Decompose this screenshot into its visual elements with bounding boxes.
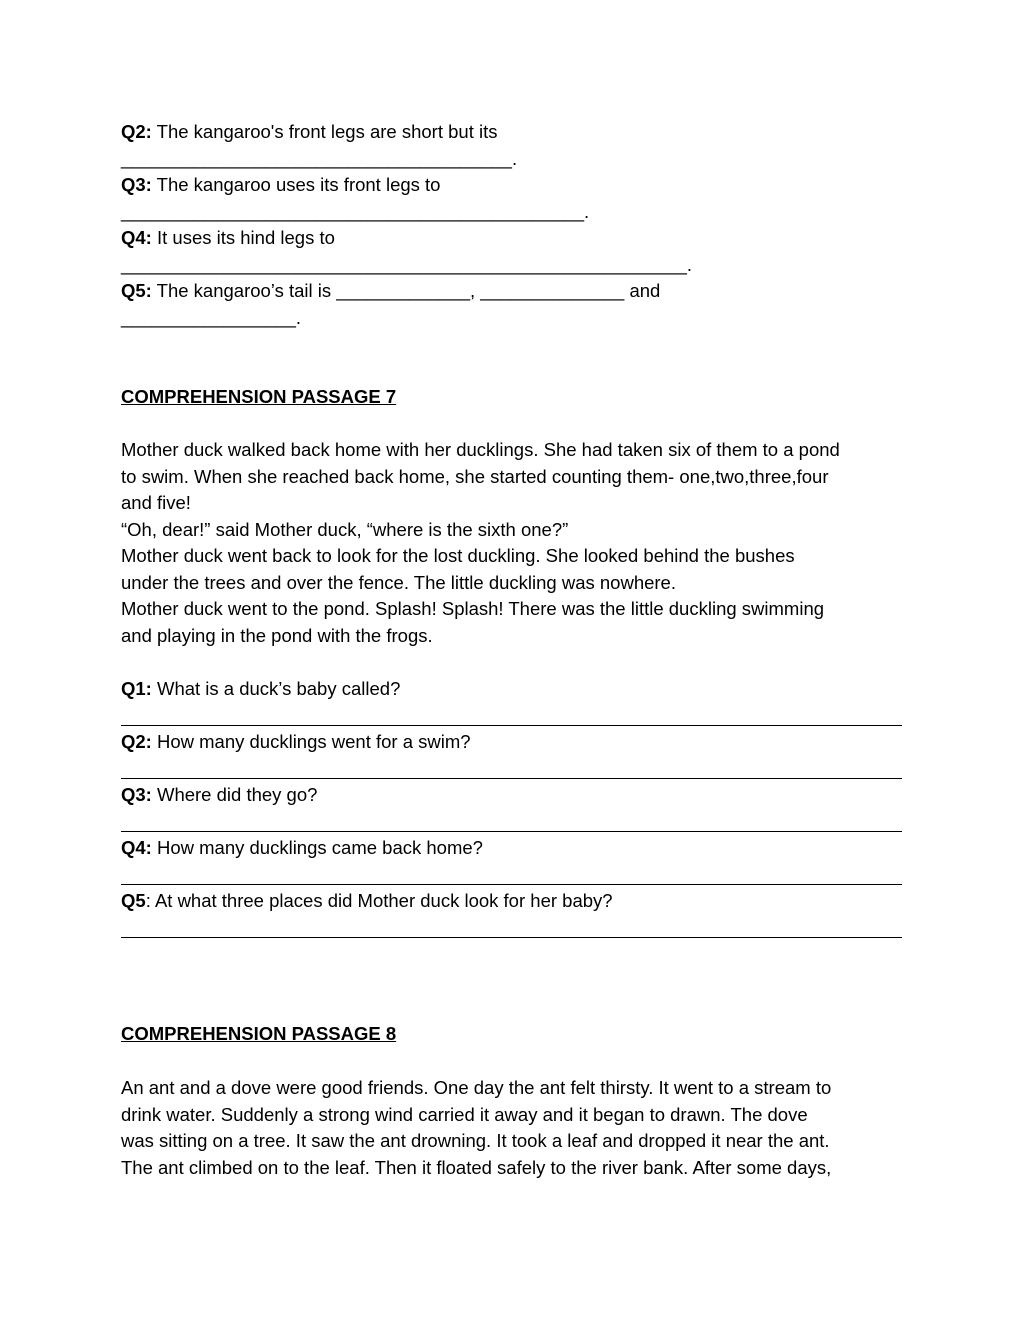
passage-line: Mother duck went to the pond. Splash! Splash! There was the little duckling swimming [121,598,825,619]
answer-line[interactable] [121,831,902,832]
passage-line: and playing in the pond with the frogs. [121,624,433,646]
passage-line: Mother duck walked back home with her ducklings. She had taken six of them to a pond [121,439,840,460]
passage-7-text [121,437,911,649]
question-text: Where did they go? [151,784,318,805]
answer-line[interactable] [121,725,902,726]
passage-line: drink water. Suddenly a strong wind carried it away and it began to drawn. The dove [121,1103,808,1125]
question-q5-duck [121,888,911,915]
answer-blank[interactable]: _____________________________________________. [121,201,590,222]
passage-line: “Oh, dear!” said Mother duck, “where is the sixth one?” [121,518,569,540]
question-q4-kangaroo [121,225,911,252]
question-label: Q4: [121,837,152,858]
question-label: Q5: [121,280,152,301]
answer-blank[interactable]: ______________________________________. [121,148,518,169]
question-q3-duck [121,782,911,809]
question-label: Q4: [121,227,152,248]
answer-blank[interactable]: _________________. [121,307,302,328]
question-label: Q1: [121,678,152,699]
question-label: Q2: [121,121,152,142]
question-text: The kangaroo’s tail is _____________, ______________ and [151,280,661,301]
passage-line: Mother duck went back to look for the lost duckling. She looked behind the bushes [121,545,795,566]
passage-line: The ant climbed on to the leaf. Then it floated safely to the river bank. After some days, [121,1156,832,1178]
question-label: Q2: [121,731,152,752]
passage-line: under the trees and over the fence. The little duckling was nowhere. [121,571,676,593]
passage-line: and five! [121,492,191,513]
answer-blank[interactable]: _______________________________________________________. [121,254,693,275]
question-q2-kangaroo [121,119,911,146]
question-text: How many ducklings went for a swim? [151,731,471,752]
question-text: : At what three places did Mother duck look for her baby? [145,890,613,911]
question-q4-duck [121,835,911,862]
passage-line: An ant and a dove were good friends. One day the ant felt thirsty. It went to a stream to [121,1077,832,1098]
passage-8-text [121,1075,911,1181]
question-q5-kangaroo [121,278,911,305]
question-q3-kangaroo [121,172,911,199]
passage-8-heading: COMPREHENSION PASSAGE 8 [121,1023,397,1044]
answer-line[interactable] [121,937,902,938]
question-text: How many ducklings came back home? [151,837,483,858]
passage-7-heading: COMPREHENSION PASSAGE 7 [121,386,397,407]
passage-line: to swim. When she reached back home, she started counting them- one,two,three,four [121,465,829,487]
question-text: It uses its hind legs to [151,227,335,248]
question-text: The kangaroo uses its front legs to [151,174,441,195]
question-label: Q3: [121,784,152,805]
question-label: Q5 [121,890,146,911]
passage-line: was sitting on a tree. It saw the ant drowning. It took a leaf and dropped it near the ant. [121,1130,830,1151]
answer-line[interactable] [121,778,902,779]
question-text: The kangaroo's front legs are short but its [151,121,498,142]
question-q1-duck [121,676,911,703]
question-q2-duck [121,729,911,756]
answer-line[interactable] [121,884,902,885]
question-text: What is a duck’s baby called? [151,678,401,699]
question-label: Q3: [121,174,152,195]
